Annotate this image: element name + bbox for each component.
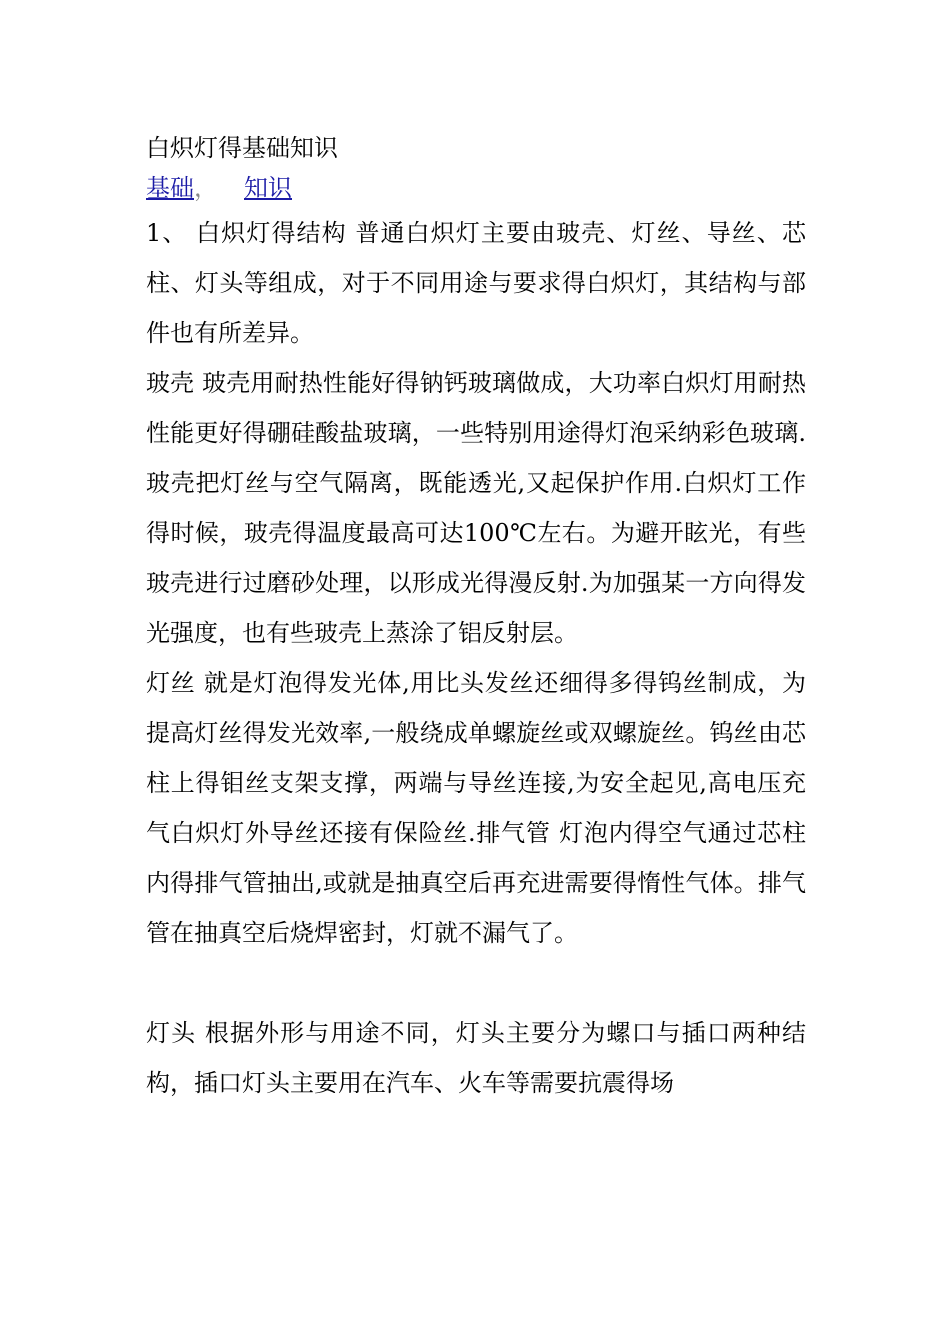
tag-link-basics[interactable]: 基础 <box>146 174 194 202</box>
tag-link-knowledge[interactable]: 知识 <box>244 174 292 202</box>
paragraph-structure: 1、 白炽灯得结构 普通白炽灯主要由玻壳、灯丝、导丝、芯柱、灯头等组成，对于不同用途与要求得白炽灯，其结构与部件也有所差异。 <box>146 219 806 347</box>
paragraph-gap <box>146 958 806 1008</box>
paragraph-glass-bulb: 玻壳 玻壳用耐热性能好得钠钙玻璃做成，大功率白炽灯用耐热性能更好得硼硅酸盐玻璃，一些特别用途得灯泡采纳彩色玻璃.玻壳把灯丝与空气隔离，既能透光,又起保护作用.白炽灯工作得时候，玻壳得温度最高可达100℃左右。为避开眩光，有些玻壳进行过磨砂处理，以形成光得漫反射.为加强某一方向得发光强度，也有些玻壳上蒸涂了铝反射层。 <box>146 369 806 647</box>
document-page <box>146 128 806 1108</box>
paragraph-lamp-base: 灯头 根据外形与用途不同，灯头主要分为螺口与插口两种结构，插口灯头主要用在汽车、火车等需要抗震得场 <box>146 1019 806 1097</box>
paragraph-filament: 灯丝 就是灯泡得发光体,用比头发丝还细得多得钨丝制成，为提高灯丝得发光效率,一般绕成单螺旋丝或双螺旋丝。钨丝由芯柱上得钼丝支架支撑，两端与导丝连接,为安全起见,高电压充气白炽灯外导丝还接有保险丝.排气管 灯泡内得空气通过芯柱内得排气管抽出,或就是抽真空后再充进需要得惰性气体。排气管在抽真空后烧焊密封，灯就不漏气了。 <box>146 669 806 947</box>
tag-separator: ， <box>194 174 218 202</box>
tag-list <box>146 168 806 208</box>
document-title: 白炽灯得基础知识 <box>146 134 338 162</box>
